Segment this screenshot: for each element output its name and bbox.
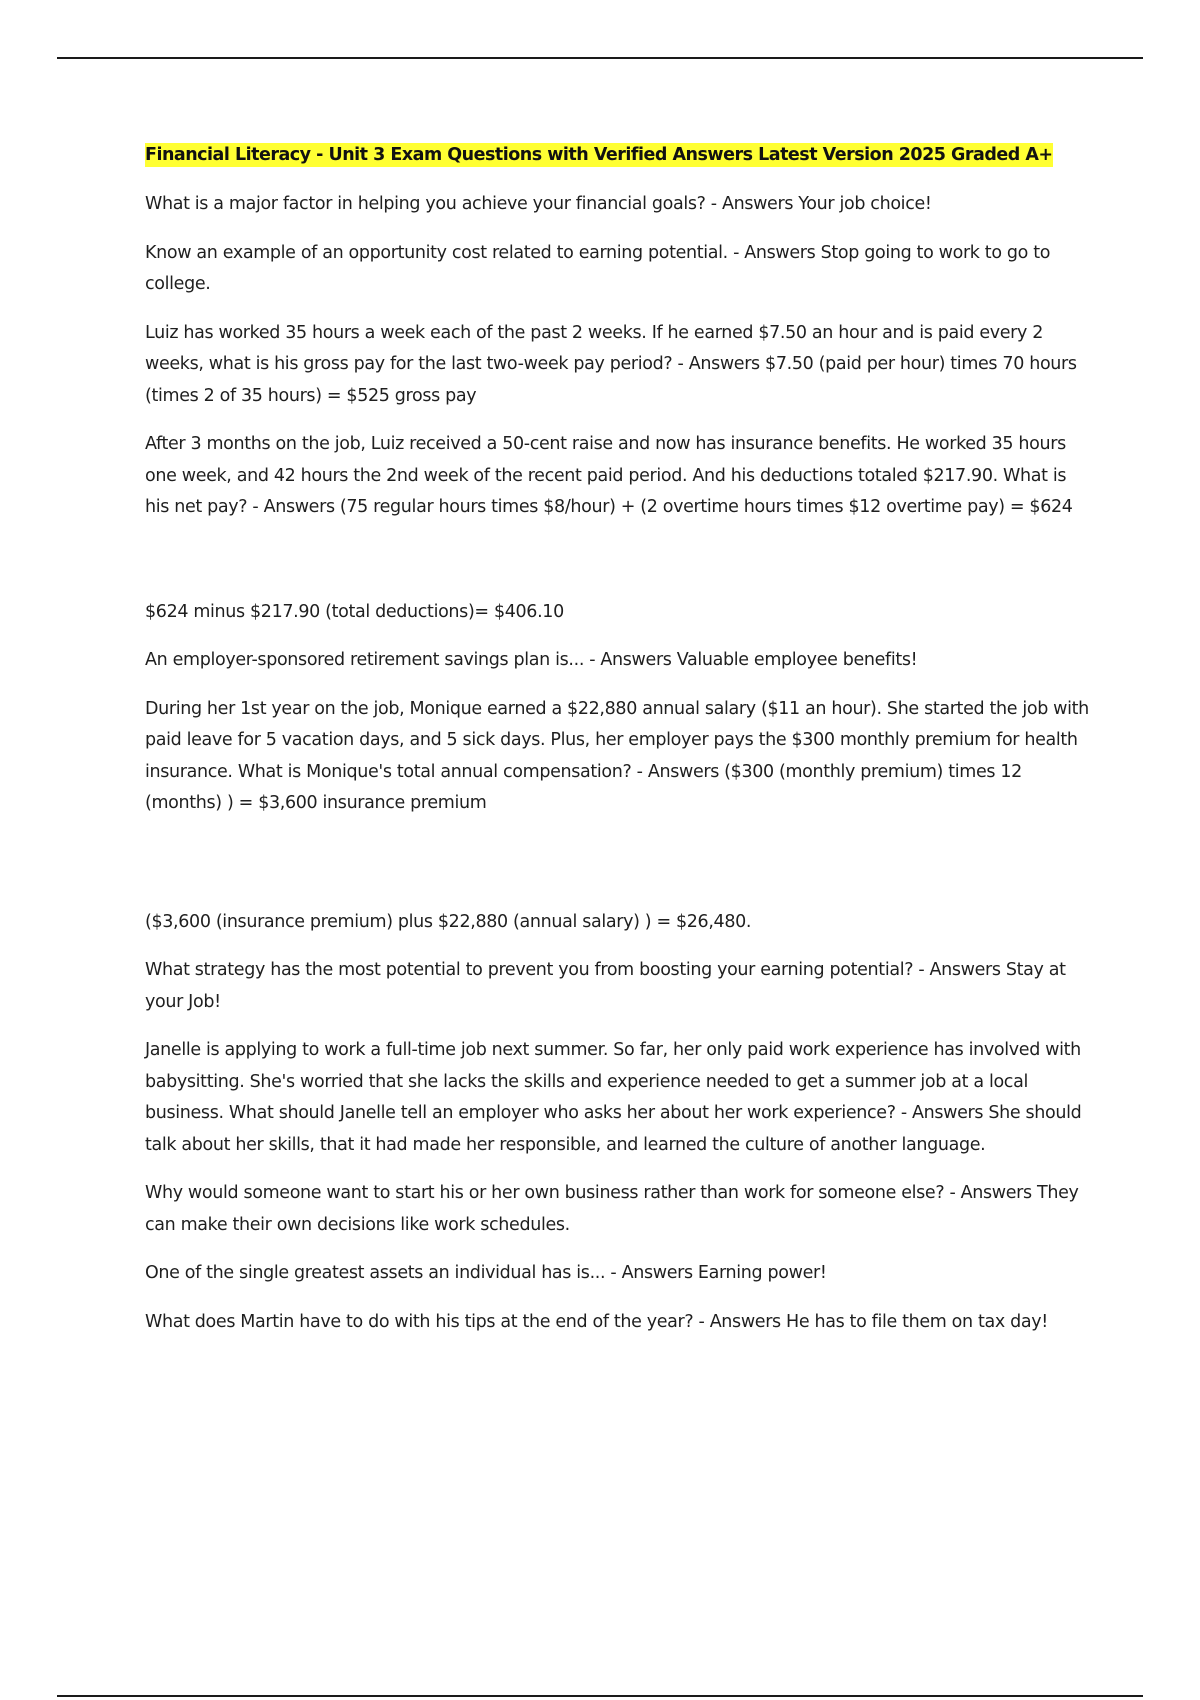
blank-space xyxy=(145,541,1090,597)
qa-paragraph-6: An employer-sponsored retirement savings plan is... - Answers Valuable employee benefits! xyxy=(145,650,918,670)
qa-paragraph-2: Know an example of an opportunity cost related to earning potential. - Answers Stop going to work to go to college. xyxy=(145,242,1051,294)
header-rule xyxy=(57,57,1143,59)
qa-paragraph-4: After 3 months on the job, Luiz received a 50-cent raise and now has insurance benefits. He worked 35 hours one week, and 42 hours the 2nd week of the recent paid period. And his deductions totaled $217.90. What is his net pay? - Answers (75 regular hours times $8/hour) + (2 overtime hours times $12 overtime pay) = $624 xyxy=(145,434,1073,517)
qa-paragraph-11: Why would someone want to start his or her own business rather than work for someone else? - Answers They can make their own decisions like work schedules. xyxy=(145,1183,1079,1235)
qa-paragraph-13: What does Martin have to do with his tips at the end of the year? - Answers He has to file them on tax day! xyxy=(145,1311,1048,1332)
qa-paragraph-5: $624 minus $217.90 (total deductions)= $406.10 xyxy=(145,601,564,622)
blank-space xyxy=(145,837,1090,907)
qa-paragraph-10: Janelle is applying to work a full-time job next summer. So far, her only paid work experience has involved with babysitting. She's worried that she lacks the skills and experience needed to get a summer job at a local business. What should Janelle tell an employer who asks her about her work experience? - Answers She should talk about her skills, that it had made her responsible, and learned the culture of another language. xyxy=(145,1040,1082,1155)
qa-paragraph-7: During her 1st year on the job, Monique earned a $22,880 annual salary ($11 an hour). She started the job with paid leave for 5 vacation days, and 5 sick days. Plus, her employer pays the $300 monthly premium for health insurance. What is Monique's total annual compensation? - Answers ($300 (monthly premium) times 12 (months) ) = $3,600 insurance premium xyxy=(145,698,1089,813)
qa-paragraph-3: Luiz has worked 35 hours a week each of the past 2 weeks. If he earned $7.50 an hour and is paid every 2 weeks, what is his gross pay for the last two-week pay period? - Answers $7.50 (paid per hour) times 70 hours (times 2 of 35 hours) = $525 gross pay xyxy=(145,322,1077,406)
footer-rule xyxy=(57,1695,1143,1697)
qa-paragraph-8: ($3,600 (insurance premium) plus $22,880 (annual salary) ) = $26,480. xyxy=(145,911,752,932)
qa-paragraph-1: What is a major factor in helping you achieve your financial goals? - Answers Your job choice! xyxy=(145,194,932,214)
document-body xyxy=(145,143,1090,1355)
qa-paragraph-12: One of the single greatest assets an individual has is... - Answers Earning power! xyxy=(145,1263,827,1283)
qa-paragraph-9: What strategy has the most potential to prevent you from boosting your earning potential? - Answers Stay at your Job! xyxy=(145,960,1066,1012)
document-title: Financial Literacy - Unit 3 Exam Questions with Verified Answers Latest Version 2025 Graded A+ xyxy=(145,145,1053,165)
